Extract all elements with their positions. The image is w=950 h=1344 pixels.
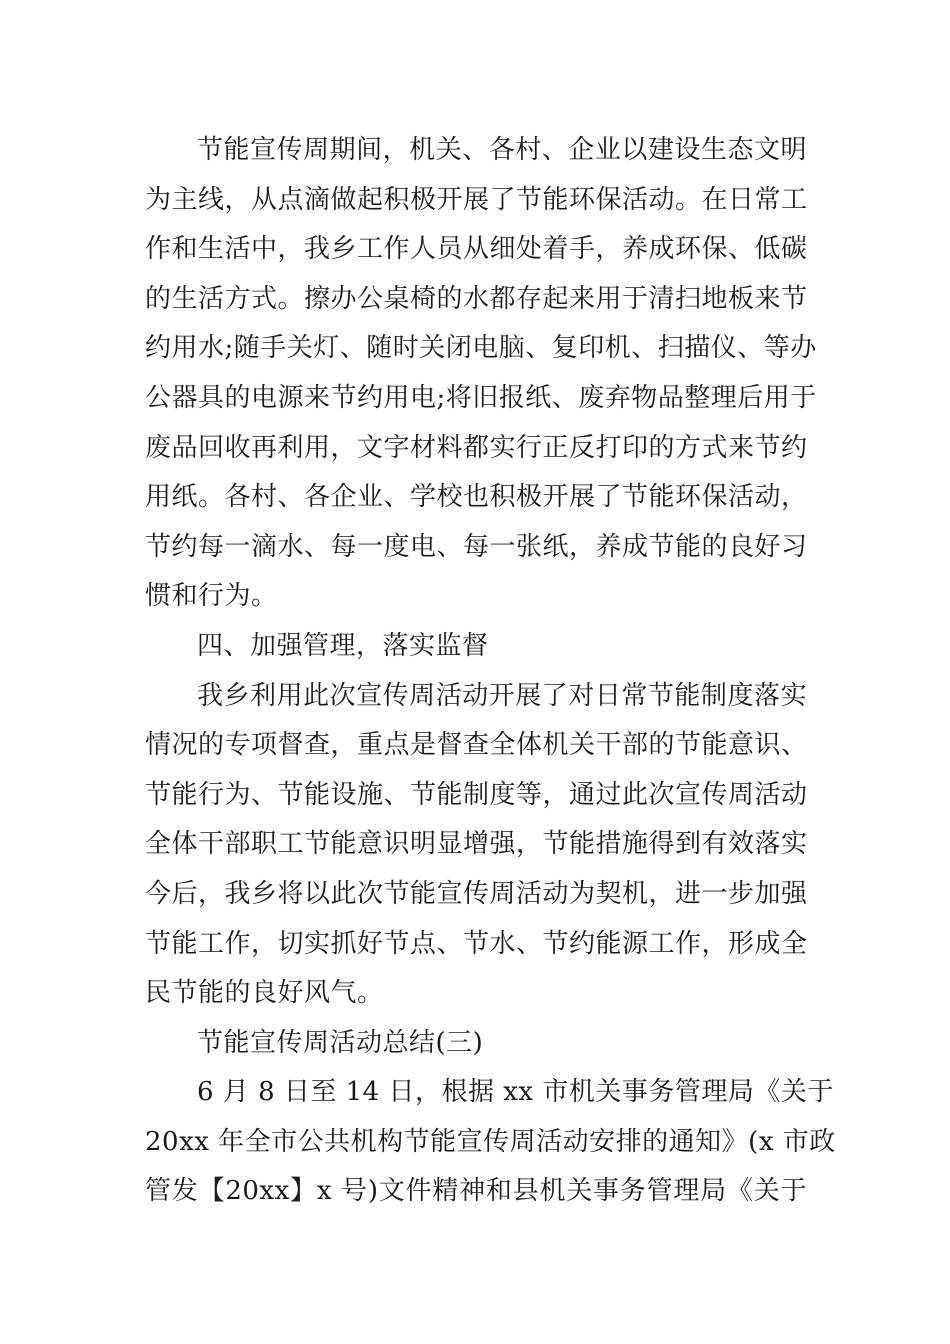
text-line: 约用水;随手关灯、随时关闭电脑、复印机、扫描仪、等办 (145, 333, 817, 364)
text-line: 6 月 8 日至 14 日，根据 xx 市机关事务管理局《关于 (197, 1077, 834, 1108)
text-line: 我乡利用此次宣传周活动开展了对日常节能制度落实 (197, 680, 807, 711)
text-line: 公器具的电源来节约用电;将旧报纸、废弃物品整理后用于 (145, 382, 817, 413)
section-heading: 四、加强管理，落实监督 (197, 630, 489, 661)
text-line: 情况的专项督查，重点是督查全体机关干部的节能意识、 (145, 730, 808, 761)
text-line: 的生活方式。擦办公桌椅的水都存起来用于清扫地板来节 (145, 283, 808, 314)
text-line: 节能行为、节能设施、节能制度等，通过此次宣传周活动 (145, 779, 808, 810)
text-line: 节约每一滴水、每一度电、每一张纸，养成节能的良好习 (145, 531, 808, 562)
text-line: 全体干部职工节能意识明显增强，节能措施得到有效落实 (145, 829, 808, 860)
text-line: 惯和行为。 (145, 581, 278, 612)
text-line: 废品回收再利用，文字材料都实行正反打印的方式来节约 (145, 432, 808, 463)
text-line: 节能工作，切实抓好节点、节水、节约能源工作，形成全 (145, 928, 808, 959)
text-line: 作和生活中，我乡工作人员从细处着手，养成环保、低碳 (145, 234, 808, 265)
paragraph-energy-saving-activities (145, 126, 817, 622)
paragraph-june-activities (145, 1068, 836, 1217)
text-line: 用纸。各村、各企业、学校也积极开展了节能环保活动， (145, 482, 808, 513)
section-heading: 节能宣传周活动总结(三) (197, 1027, 484, 1058)
section-heading-summary-three (145, 1019, 807, 1069)
text-line: 民节能的良好风气。 (145, 978, 384, 1009)
text-line: 管发【20xx】x 号)文件精神和县机关事务管理局《关于 (145, 1176, 807, 1207)
text-line: 20xx 年全市公共机构节能宣传周活动安排的通知》(x 市政 (145, 1126, 836, 1157)
text-line: 节能宣传周期间，机关、各村、企业以建设生态文明 (197, 135, 807, 165)
text-line: 为主线，从点滴做起积极开展了节能环保活动。在日常工 (145, 184, 808, 215)
text-line: 今后，我乡将以此次节能宣传周活动为契机，进一步加强 (145, 878, 808, 909)
paragraph-special-inspection (145, 672, 807, 1019)
section-heading-management (145, 622, 807, 672)
document-body (145, 126, 836, 1217)
